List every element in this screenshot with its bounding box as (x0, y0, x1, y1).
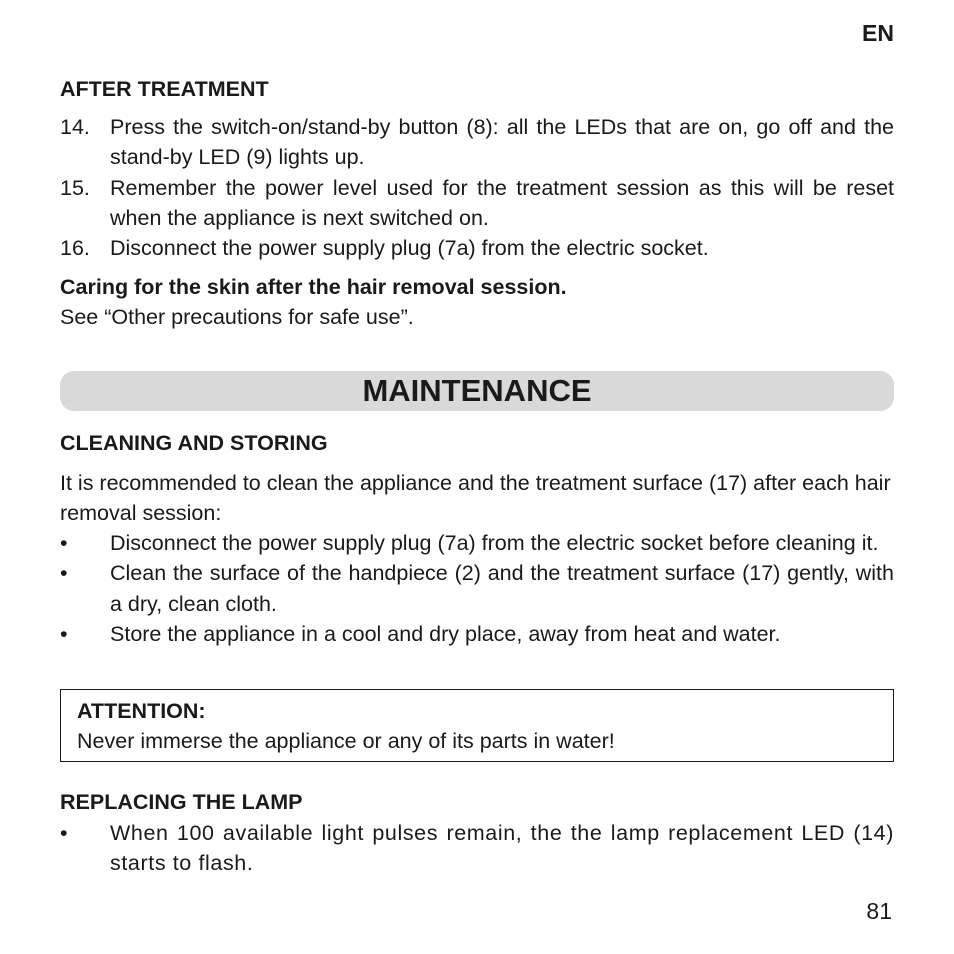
caring-heading: Caring for the skin after the hair removal session. (60, 275, 567, 299)
bullet: • (60, 561, 68, 586)
after-treatment-list (60, 112, 894, 263)
caring-section (60, 272, 894, 332)
lamp-list (60, 818, 894, 879)
list-item: 16. Disconnect the power supply plug (7a) from the electric socket. (60, 236, 709, 261)
after-treatment-heading: AFTER TREATMENT (60, 77, 269, 101)
attention-box (60, 689, 894, 762)
list-item: • Disconnect the power supply plug (7a) from the electric socket before cleaning it. (60, 528, 894, 558)
cleaning-list (60, 528, 894, 649)
list-item: 15. Remember the power level used for the treatment session as this will be reset when the appliance is next switched on. (60, 175, 894, 230)
lamp-heading: REPLACING THE LAMP (60, 790, 303, 814)
list-item: • When 100 available light pulses remain, the the lamp replacement LED (14) starts to flash. (60, 818, 894, 879)
caring-text: See “Other precautions for safe use”. (60, 305, 414, 329)
bullet: • (60, 821, 69, 845)
bullet: • (60, 621, 68, 646)
list-item: 14. Press the switch-on/stand-by button (8): all the LEDs that are on, go off and the stand-by LED (9) lights up. (60, 115, 894, 170)
attention-text: Never immerse the appliance or any of its parts in water! (77, 729, 615, 753)
bullet: • (60, 531, 68, 555)
section-title-banner: MAINTENANCE (60, 371, 894, 411)
language-label: EN (862, 20, 894, 46)
attention-title: ATTENTION: (77, 699, 206, 723)
cleaning-intro: It is recommended to clean the appliance and the treatment surface (17) after each hair removal session: (60, 471, 891, 525)
list-item: • Store the appliance in a cool and dry place, away from heat and water. (60, 619, 894, 649)
page-number: 81 (866, 898, 892, 924)
cleaning-heading: CLEANING AND STORING (60, 431, 328, 455)
list-item: • Clean the surface of the handpiece (2) and the treatment surface (17) gently, with a dry, clean cloth. (60, 558, 894, 619)
